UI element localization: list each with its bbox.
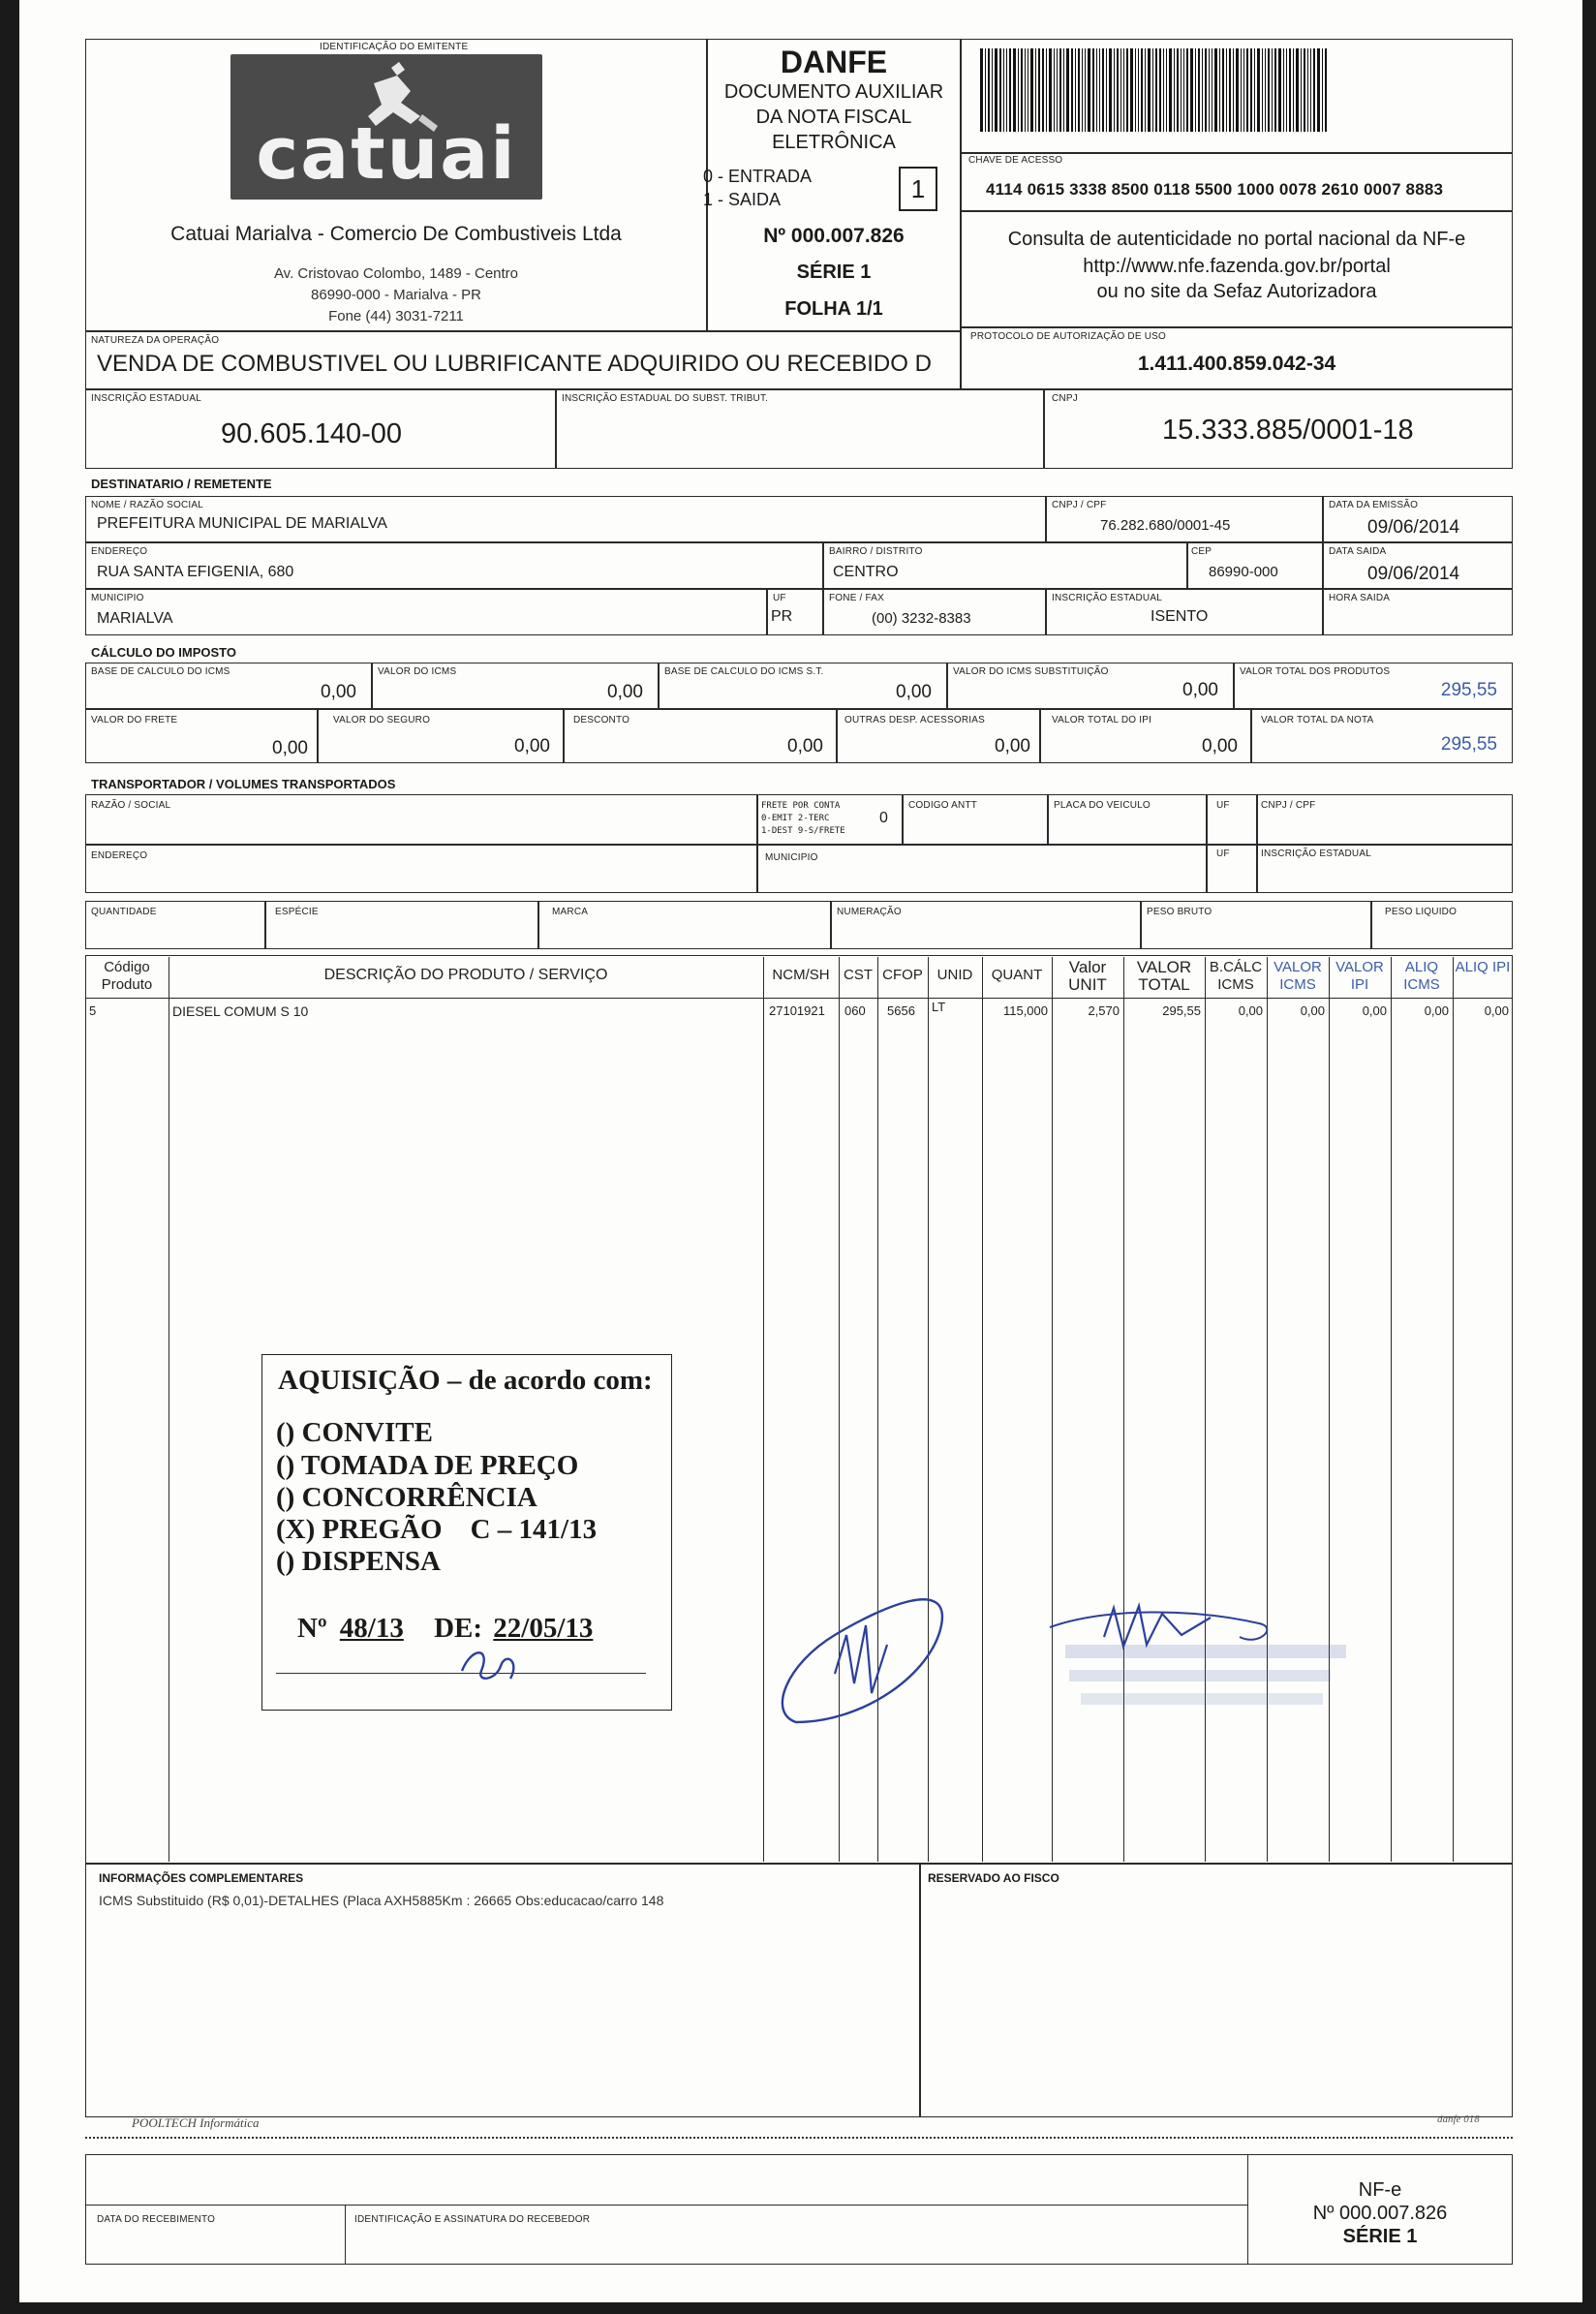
transp-frete-l3: 1-DEST 9-S/FRETE — [761, 826, 845, 836]
bc-icms-label: BASE DE CALCULO DO ICMS — [91, 666, 230, 677]
transp-uf-label: UF — [1216, 800, 1230, 811]
danfe-subtitle-1: DOCUMENTO AUXILIAR — [723, 81, 944, 103]
chave-value: 4114 0615 3338 8500 0118 5500 1000 0078 2610 0007 8883 — [986, 180, 1444, 199]
row-aipi: 0,00 — [1484, 1003, 1509, 1018]
v-st-label: VALOR DO ICMS SUBSTITUIÇÃO — [953, 666, 1109, 677]
barcode-bar — [1241, 48, 1242, 132]
barcode-bar — [1195, 48, 1196, 132]
row-quant: 115,000 — [1002, 1003, 1048, 1018]
barcode-bar — [1075, 48, 1076, 132]
transp-cnpj-label: CNPJ / CPF — [1261, 800, 1316, 811]
row-descricao: DIESEL COMUM S 10 — [172, 1003, 309, 1019]
cnpj-label: CNPJ — [1052, 393, 1078, 404]
col-divider — [1453, 957, 1454, 1862]
barcode-bar — [999, 48, 1001, 132]
barcode-bar — [1102, 48, 1104, 132]
danfe-entrada: 0 - ENTRADA — [703, 167, 813, 186]
barcode — [980, 48, 1493, 132]
dest-bairro: CENTRO — [833, 564, 899, 580]
fisco-label: RESERVADO AO FISCO — [928, 1871, 1059, 1885]
transp-endereco-box — [85, 845, 757, 893]
barcode-bar — [988, 48, 990, 132]
barcode-bar — [1268, 48, 1270, 132]
barcode-bar — [1254, 48, 1255, 132]
emitter-address: Av. Cristovao Colombo, 1489 - Centro — [273, 265, 519, 282]
natureza-label: NATUREZA DA OPERAÇÃO — [91, 335, 220, 346]
danfe-folha: FOLHA 1/1 — [784, 298, 883, 320]
recebimento-divider — [85, 2205, 1247, 2206]
th-vicms: VALOR ICMS — [1274, 959, 1322, 993]
row-cst: 060 — [844, 1003, 866, 1018]
imposto-section: CÁLCULO DO IMPOSTO — [91, 645, 236, 660]
dest-ie-label: INSCRIÇÃO ESTADUAL — [1052, 593, 1162, 603]
barcode-bar — [1013, 48, 1016, 132]
barcode-bar — [1274, 48, 1276, 132]
barcode-bar — [1174, 48, 1175, 132]
transp-ie-label: INSCRIÇÃO ESTADUAL — [1261, 848, 1371, 859]
assinatura-label: IDENTIFICAÇÃO E ASSINATURA DO RECEBEDOR — [354, 2214, 591, 2225]
dest-municipio-label: MUNICIPIO — [91, 593, 144, 603]
transp-peso-liquido-label: PESO LIQUIDO — [1385, 907, 1458, 917]
barcode-bar — [1304, 48, 1305, 132]
danfe-numero: Nº 000.007.826 — [763, 225, 905, 247]
outras: 0,00 — [995, 736, 1030, 756]
row-cfop: 5656 — [887, 1003, 915, 1018]
stamp-num-line — [297, 1613, 593, 1645]
emitter-name: Catuai Marialva - Comercio De Combustiveis Ltda — [170, 223, 622, 245]
cnpj-value: 15.333.885/0001-18 — [1162, 415, 1414, 446]
dest-cep-label: CEP — [1191, 546, 1212, 557]
dest-fone-label: FONE / FAX — [829, 593, 885, 603]
barcode-bar — [1120, 48, 1121, 132]
v-prod: 295,55 — [1440, 680, 1497, 700]
barcode-bar — [1183, 48, 1184, 132]
stamp-opt-tomada: () TOMADA DE PREÇO — [276, 1450, 579, 1481]
barcode-bar — [1130, 48, 1133, 132]
barcode-bar — [1030, 48, 1033, 132]
stamp-initials-icon — [452, 1642, 530, 1690]
dest-emissao-label: DATA DA EMISSÃO — [1329, 500, 1419, 510]
barcode-bar — [1262, 48, 1263, 132]
transp-numeracao-label: NUMERAÇÃO — [837, 907, 902, 917]
barcode-bar — [1106, 48, 1107, 132]
v-prod-label: VALOR TOTAL DOS PRODUTOS — [1240, 666, 1391, 677]
emitter-phone: Fone (44) 3031-7211 — [328, 308, 464, 324]
frete: 0,00 — [272, 738, 308, 758]
barcode-bar — [1038, 48, 1040, 132]
desconto: 0,00 — [787, 736, 823, 756]
signature-approval-icon — [1046, 1589, 1366, 1734]
dest-emissao: 09/06/2014 — [1367, 517, 1460, 538]
bc-icms: 0,00 — [321, 682, 356, 702]
scan-edge-bottom — [0, 2302, 1596, 2314]
barcode-bar — [1123, 48, 1124, 132]
barcode-bar — [1222, 48, 1224, 132]
barcode-bar — [1301, 48, 1302, 132]
barcode-bar — [1057, 48, 1058, 132]
barcode-bar — [1250, 48, 1252, 132]
chave-label: CHAVE DE ACESSO — [968, 155, 1063, 166]
barcode-bar — [980, 48, 983, 132]
barcode-bar — [1088, 48, 1090, 132]
th-cst: CST — [844, 967, 873, 983]
signature-ellipse-icon — [757, 1567, 970, 1751]
iest-label: INSCRIÇÃO ESTADUAL DO SUBST. TRIBUT. — [562, 393, 769, 404]
barcode-bar — [1257, 48, 1260, 132]
aquisicao-stamp — [261, 1354, 672, 1711]
barcode-bar — [1145, 48, 1146, 132]
col-divider — [982, 957, 983, 1862]
seguro-label: VALOR DO SEGURO — [333, 715, 431, 725]
th-vunit: Valor UNIT — [1068, 958, 1107, 994]
barcode-bar — [1071, 48, 1073, 132]
barcode-bar — [1322, 48, 1323, 132]
produtos-header-divider — [85, 998, 1513, 999]
transp-municipio-label: MUNICIPIO — [765, 852, 818, 863]
barcode-bar — [1202, 48, 1203, 132]
emitter-section-label: IDENTIFICAÇÃO DO EMITENTE — [320, 42, 469, 52]
info-label: INFORMAÇÕES COMPLEMENTARES — [99, 1871, 304, 1885]
stamp-date: 22/05/13 — [493, 1613, 594, 1644]
barcode-bar — [995, 48, 998, 132]
barcode-bar — [1059, 48, 1061, 132]
barcode-bar — [1296, 48, 1299, 132]
barcode-bar — [1233, 48, 1234, 132]
barcode-bar — [1117, 48, 1119, 132]
danfe-subtitle-2: DA NOTA FISCAL — [755, 107, 912, 128]
dest-municipio: MARIALVA — [97, 610, 173, 627]
consulta-line2[interactable]: http://www.nfe.fazenda.gov.br/portal — [1083, 256, 1391, 277]
barcode-bar — [1246, 48, 1248, 132]
recebimento-col-divider — [345, 2205, 346, 2265]
row-ncm: 27101921 — [769, 1003, 825, 1018]
protocolo-value: 1.411.400.859.042-34 — [1137, 353, 1336, 375]
natureza-value: VENDA DE COMBUSTIVEL OU LUBRIFICANTE ADQUIRIDO OU RECEBIDO D — [97, 351, 932, 377]
transp-frete-l1: FRETE POR CONTA — [761, 801, 841, 811]
dest-saida: 09/06/2014 — [1367, 564, 1460, 584]
barcode-bar — [1021, 48, 1023, 132]
barcode-bar — [1085, 48, 1086, 132]
dest-cnpj: 76.282.680/0001-45 — [1100, 517, 1231, 534]
bc-st-label: BASE DE CALCULO DO ICMS S.T. — [664, 666, 824, 677]
barcode-bar — [1152, 48, 1153, 132]
emitter-logo — [230, 54, 542, 200]
barcode-bar — [1229, 48, 1231, 132]
footer-numero: Nº 000.007.826 — [1312, 2203, 1448, 2224]
transp-antt-label: CODIGO ANTT — [908, 800, 978, 811]
ie-label: INSCRIÇÃO ESTADUAL — [91, 393, 201, 404]
consulta-line1: Consulta de autenticidade no portal nacional da NF-e — [1007, 229, 1466, 250]
barcode-bar — [1141, 48, 1143, 132]
barcode-bar — [1214, 48, 1217, 132]
logo-text: catuai — [256, 112, 517, 196]
scan-edge-left — [0, 0, 19, 2314]
th-quant: QUANT — [991, 967, 1043, 983]
transp-marca-label: MARCA — [552, 907, 589, 917]
danfe-title: DANFE — [780, 45, 888, 79]
barcode-bar — [1317, 48, 1320, 132]
barcode-bar — [1066, 48, 1069, 132]
dest-endereco-label: ENDEREÇO — [91, 546, 148, 557]
footer-nfe: NF-e — [1358, 2179, 1402, 2201]
dest-uf: PR — [771, 608, 793, 625]
barcode-bar — [1186, 48, 1188, 132]
transp-especie-label: ESPÉCIE — [275, 907, 319, 917]
th-codigo: Código Produto — [101, 959, 153, 993]
transp-municipio-box — [757, 845, 1207, 893]
outras-label: OUTRAS DESP. ACESSORIAS — [844, 715, 986, 725]
stamp-opt-concorrencia: () CONCORRÊNCIA — [276, 1482, 537, 1513]
dest-nome: PREFEITURA MUNICIPAL DE MARIALVA — [97, 515, 387, 532]
barcode-bar — [1035, 48, 1036, 132]
danfe-serie: SÉRIE 1 — [796, 262, 872, 283]
barcode-bar — [1181, 48, 1182, 132]
nota: 295,55 — [1440, 734, 1497, 755]
barcode-bar — [1082, 48, 1083, 132]
barcode-bar — [992, 48, 993, 132]
barcode-bar — [1135, 48, 1136, 132]
barcode-bar — [1278, 48, 1281, 132]
barcode-bar — [1166, 48, 1167, 132]
barcode-bar — [1018, 48, 1019, 132]
transportador-section: TRANSPORTADOR / VOLUMES TRANSPORTADOS — [91, 777, 396, 791]
barcode-bar — [1283, 48, 1284, 132]
stamp-opt-dispensa: () DISPENSA — [276, 1546, 441, 1577]
barcode-bar — [1126, 48, 1128, 132]
barcode-bar — [1289, 48, 1291, 132]
th-unid: UNID — [936, 967, 973, 983]
barcode-bar — [1054, 48, 1055, 132]
emitter-city: 86990-000 - Marialva - PR — [311, 287, 481, 303]
barcode-bar — [1025, 48, 1026, 132]
transp-razao-box — [85, 794, 757, 845]
stamp-title: AQUISIÇÃO – de acordo com: — [278, 1365, 653, 1396]
transp-razao-label: RAZÃO / SOCIAL — [91, 800, 171, 811]
barcode-bar — [1159, 48, 1161, 132]
row-vipi: 0,00 — [1362, 1003, 1387, 1018]
th-bcalc: B.CÁLC ICMS — [1209, 959, 1263, 993]
barcode-bar — [1006, 48, 1007, 132]
barcode-bar — [1138, 48, 1139, 132]
barcode-bar — [1169, 48, 1172, 132]
barcode-bar — [1205, 48, 1207, 132]
th-ncm: NCM/SH — [772, 967, 830, 983]
barcode-bar — [1307, 48, 1308, 132]
dest-bairro-label: BAIRRO / DISTRITO — [829, 546, 923, 557]
danfe-subtitle-3: ELETRÔNICA — [772, 132, 896, 153]
transp-endereco-label: ENDEREÇO — [91, 850, 148, 861]
barcode-bar — [1096, 48, 1097, 132]
barcode-bar — [1190, 48, 1193, 132]
barcode-bar — [1049, 48, 1052, 132]
barcode-bar — [1063, 48, 1064, 132]
transp-frete-val: 0 — [879, 810, 888, 826]
th-cfop: CFOP — [882, 967, 923, 983]
barcode-bar — [1310, 48, 1311, 132]
row-codigo: 5 — [89, 1003, 97, 1018]
footer-serie: SÉRIE 1 — [1342, 2226, 1418, 2247]
row-bcalc: 0,00 — [1238, 1003, 1263, 1018]
bc-st: 0,00 — [896, 682, 932, 702]
footer-version: danfe 018 — [1437, 2113, 1480, 2125]
row-vunit: 2,570 — [1088, 1003, 1120, 1018]
barcode-bar — [1148, 48, 1151, 132]
desconto-label: DESCONTO — [573, 715, 630, 725]
barcode-bar — [1046, 48, 1047, 132]
fisco-box — [920, 1864, 1513, 2117]
barcode-bar — [1114, 48, 1115, 132]
th-aicms: ALIQ ICMS — [1403, 959, 1440, 993]
scan-edge-right — [1582, 0, 1596, 2314]
barcode-bar — [1078, 48, 1080, 132]
dest-municipio-box — [85, 589, 767, 635]
stamp-num-prefix: Nº — [297, 1613, 327, 1644]
destinatario-section: DESTINATARIO / REMETENTE — [91, 477, 272, 491]
stamp-opt-convite: () CONVITE — [276, 1417, 433, 1448]
barcode-bar — [1325, 48, 1327, 132]
barcode-bar — [1009, 48, 1011, 132]
transp-frete-l2: 0-EMIT 2-TERC — [761, 814, 830, 823]
barcode-bar — [1177, 48, 1179, 132]
dest-nome-label: NOME / RAZÃO SOCIAL — [91, 500, 204, 510]
ipi-label: VALOR TOTAL DO IPI — [1052, 715, 1152, 725]
barcode-bar — [985, 48, 986, 132]
th-vipi: VALOR IPI — [1335, 959, 1384, 993]
v-icms: 0,00 — [607, 682, 643, 702]
transp-peso-bruto-label: PESO BRUTO — [1147, 907, 1212, 917]
consulta-line3: ou no site da Sefaz Autorizadora — [1096, 281, 1377, 302]
dest-uf-label: UF — [773, 593, 786, 603]
transp-qtd-label: QUANTIDADE — [91, 907, 157, 917]
barcode-bar — [1042, 48, 1044, 132]
stamp-num: 48/13 — [339, 1613, 404, 1644]
barcode-bar — [1155, 48, 1157, 132]
v-icms-label: VALOR DO ICMS — [378, 666, 457, 677]
barcode-bar — [1236, 48, 1239, 132]
barcode-bar — [1313, 48, 1315, 132]
stamp-de-prefix: DE: — [434, 1613, 483, 1644]
col-divider — [1391, 957, 1392, 1862]
barcode-bar — [1265, 48, 1266, 132]
footer-cut-line — [85, 2137, 1513, 2139]
footer-software: POOLTECH Informática — [132, 2115, 260, 2130]
barcode-bar — [1243, 48, 1244, 132]
barcode-bar — [1272, 48, 1273, 132]
transp-uf2-label: UF — [1216, 848, 1230, 859]
info-text: ICMS Substituido (R$ 0,01)-DETALHES (Placa AXH5885Km : 26665 Obs:educacao/carro 148 — [99, 1893, 664, 1908]
dest-saida-label: DATA SAIDA — [1329, 546, 1387, 557]
row-unid: LT — [932, 1000, 946, 1014]
stamp-opt-pregao: (X) PREGÃO C – 141/13 — [276, 1514, 598, 1545]
barcode-bar — [1109, 48, 1112, 132]
transp-frete-text — [761, 800, 845, 838]
recebimento-label: DATA DO RECEBIMENTO — [97, 2214, 216, 2225]
barcode-bar — [1099, 48, 1100, 132]
barcode-bar — [1226, 48, 1227, 132]
th-vtotal: VALOR TOTAL — [1136, 958, 1192, 994]
ie-value: 90.605.140-00 — [221, 418, 403, 449]
danfe-tipo-box: 1 — [899, 167, 937, 211]
th-aipi: ALIQ IPI — [1455, 959, 1511, 975]
ipi: 0,00 — [1202, 736, 1238, 756]
barcode-bar — [1198, 48, 1200, 132]
seguro: 0,00 — [514, 736, 550, 756]
dest-fone: (00) 3232-8383 — [872, 610, 971, 627]
row-aicms: 0,00 — [1424, 1003, 1449, 1018]
dest-endereco: RUA SANTA EFIGENIA, 680 — [97, 564, 294, 580]
danfe-saida: 1 - SAIDA — [703, 190, 782, 209]
row-vicms: 0,00 — [1300, 1003, 1325, 1018]
transp-uf-box — [1207, 794, 1257, 845]
barcode-bar — [1293, 48, 1294, 132]
barcode-bar — [1163, 48, 1164, 132]
barcode-bar — [1209, 48, 1210, 132]
frete-label: VALOR DO FRETE — [91, 715, 178, 725]
transp-uf2-box — [1207, 845, 1257, 893]
barcode-bar — [1286, 48, 1287, 132]
v-st: 0,00 — [1182, 680, 1218, 700]
nota-label: VALOR TOTAL DA NOTA — [1261, 715, 1374, 725]
dest-cep: 86990-000 — [1209, 564, 1278, 580]
barcode-bar — [1003, 48, 1004, 132]
th-descricao: DESCRIÇÃO DO PRODUTO / SERVIÇO — [323, 967, 608, 983]
dest-ie: ISENTO — [1151, 608, 1209, 625]
dest-cnpj-label: CNPJ / CPF — [1052, 500, 1107, 510]
barcode-bar — [1219, 48, 1220, 132]
barcode-bar — [1092, 48, 1094, 132]
protocolo-label: PROTOCOLO DE AUTORIZAÇÃO DE USO — [970, 331, 1166, 342]
row-vtotal: 295,55 — [1162, 1003, 1201, 1018]
transp-placa-label: PLACA DO VEICULO — [1054, 800, 1151, 811]
dest-hora-label: HORA SAIDA — [1329, 593, 1391, 603]
